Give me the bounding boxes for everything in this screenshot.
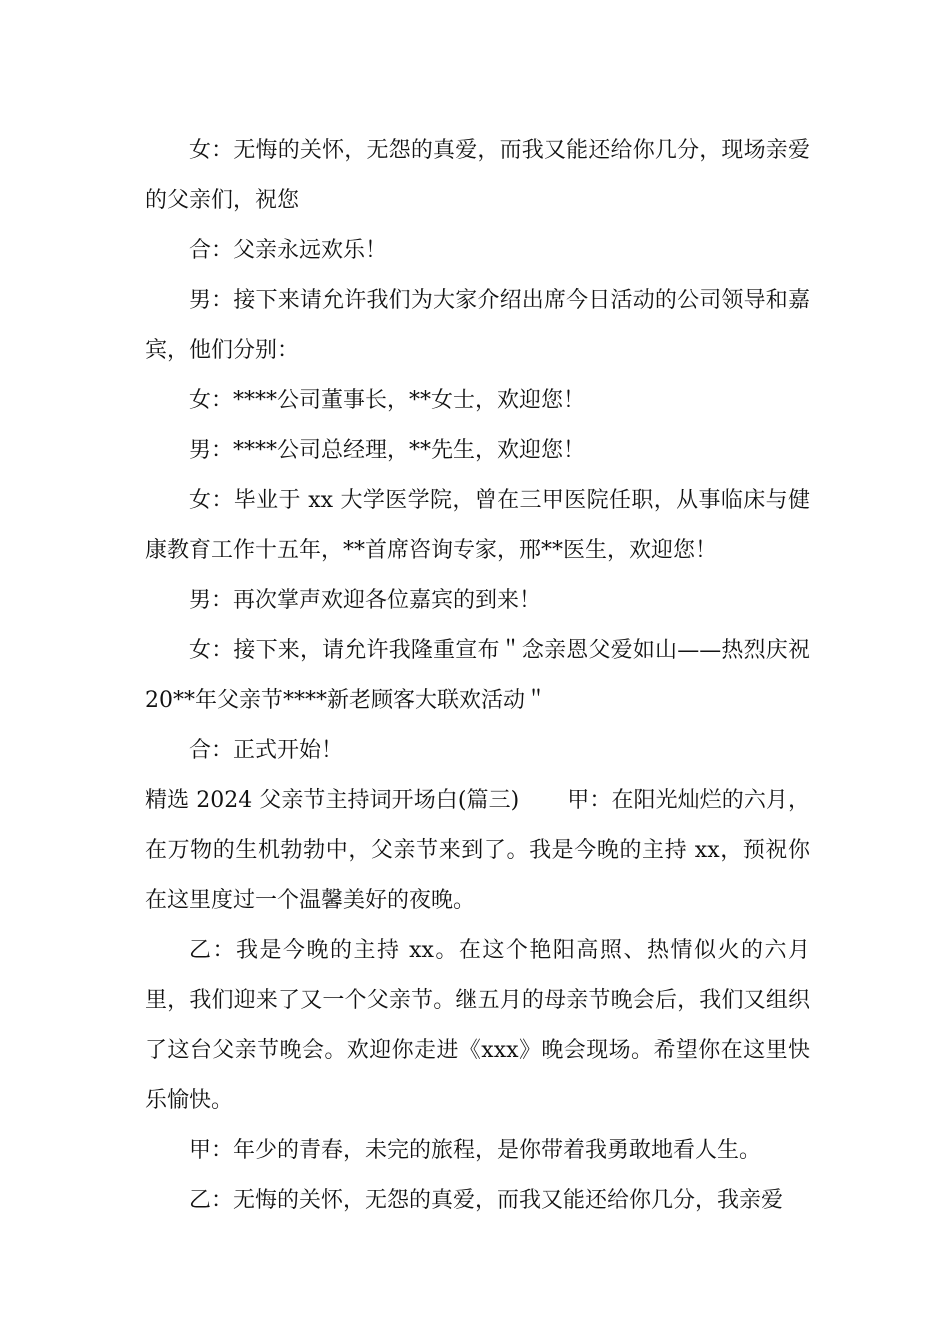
document-body	[145, 126, 810, 1226]
paragraph: 乙：无悔的关怀，无怨的真爱，而我又能还给你几分，我亲爱	[189, 1188, 784, 1213]
paragraph: 合：正式开始！	[189, 738, 344, 763]
paragraph: 乙：我是今晚的主持 xx。在这个艳阳高照、热情似火的六月里，我们迎来了又一个父亲节。继五月的母亲节晚会后，我们又组织了这台父亲节晚会。欢迎你走进《xxx》晚会现场。希望你在这里快乐愉快。	[145, 938, 810, 1113]
paragraph: 男：再次掌声欢迎各位嘉宾的到来！	[189, 588, 542, 613]
paragraph: 男：接下来请允许我们为大家介绍出席今日活动的公司领导和嘉宾，他们分别：	[145, 288, 810, 363]
paragraph: 女：毕业于 xx 大学医学院，曾在三甲医院任职，从事临床与健康教育工作十五年，**首席咨询专家，邢**医生，欢迎您！	[145, 488, 810, 563]
paragraph: 男：****公司总经理，**先生，欢迎您！	[189, 438, 586, 463]
section-title: 精选 2024 父亲节主持词开场白(篇三)	[145, 788, 520, 813]
section-paragraph	[145, 776, 810, 926]
paragraph: 女：无悔的关怀，无怨的真爱，而我又能还给你几分，现场亲爱的父亲们，祝您	[145, 138, 810, 213]
paragraph: 女：接下来，请允许我隆重宣布＂念亲恩父爱如山——热烈庆祝 20**年父亲节****新老顾客大联欢活动＂	[145, 638, 810, 713]
section-first-text: 甲：在阳光灿烂的六月，在万物的生机勃勃中，父亲节来到了。我是今晚的主持 xx，预祝你在这里度过一个温馨美好的夜晚。	[145, 788, 810, 913]
paragraph: 合：父亲永远欢乐！	[189, 238, 388, 263]
paragraph: 女：****公司董事长，**女士，欢迎您！	[189, 388, 586, 413]
paragraph: 甲：年少的青春，未完的旅程，是你带着我勇敢地看人生。	[189, 1138, 762, 1163]
